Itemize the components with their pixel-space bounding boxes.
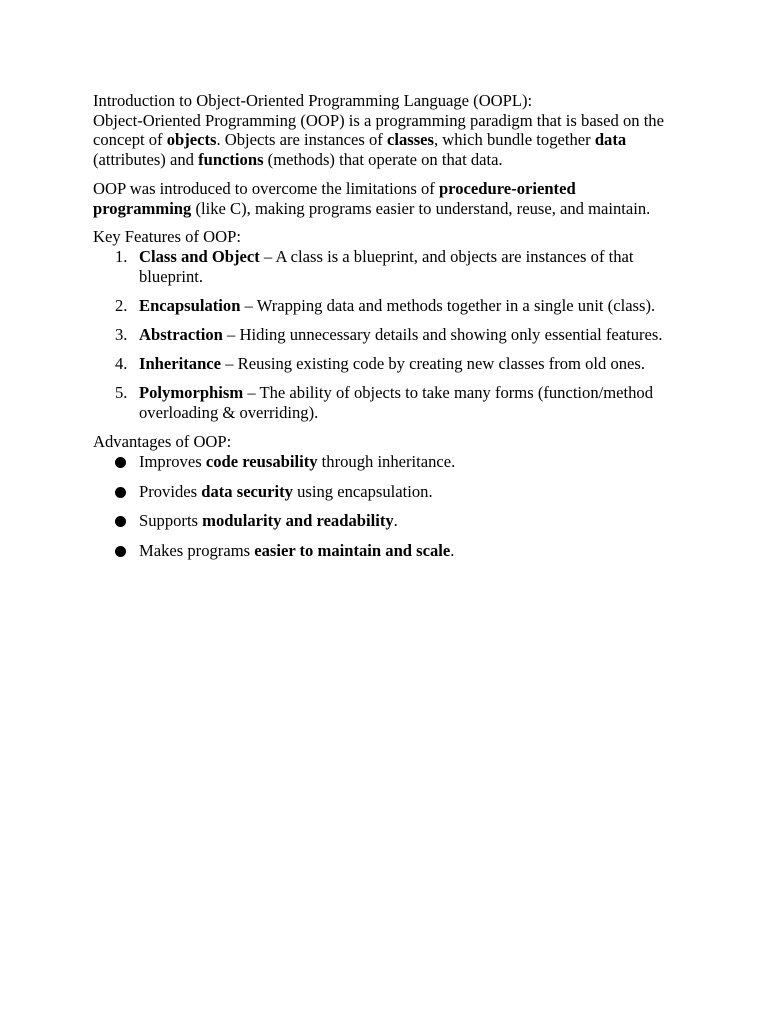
feature-term: Inheritance bbox=[139, 354, 222, 374]
intro-text: Object-Oriented Programming (OOP) is a programming paradigm that is based on the concept of bbox=[93, 110, 664, 150]
advantage-text: Provides bbox=[139, 481, 202, 501]
feature-desc: – The ability of objects to take many forms (function/method overloading & overriding). bbox=[139, 383, 654, 423]
advantage-text: Improves bbox=[139, 452, 206, 472]
document-page bbox=[93, 91, 673, 570]
advantage-text: Supports bbox=[139, 511, 203, 531]
bullet-icon bbox=[115, 487, 126, 498]
keyword-objects: objects bbox=[166, 130, 217, 150]
intro-text: . Objects are instances of bbox=[216, 130, 387, 150]
intro-text: (attributes) and bbox=[93, 150, 199, 170]
intro-text: (methods) that operate on that data. bbox=[263, 150, 503, 170]
list-number: 4. bbox=[115, 354, 128, 374]
list-number: 2. bbox=[115, 295, 128, 315]
advantage-text: Makes programs bbox=[139, 540, 255, 560]
list-item bbox=[93, 452, 673, 472]
list-item bbox=[93, 247, 673, 286]
advantage-text: through inheritance. bbox=[317, 452, 456, 472]
features-heading: Key Features of OOP: bbox=[93, 227, 241, 247]
intro-text: , which bundle together bbox=[433, 130, 595, 150]
history-text: OOP was introduced to overcome the limitations of bbox=[93, 178, 439, 198]
list-item bbox=[93, 541, 673, 561]
keyword-data: data bbox=[594, 130, 627, 150]
advantages-list bbox=[93, 452, 673, 560]
advantage-keyword: code reusability bbox=[205, 452, 318, 472]
advantages-heading: Advantages of OOP: bbox=[93, 432, 232, 452]
intro-section bbox=[93, 91, 673, 170]
list-item bbox=[93, 383, 673, 422]
advantage-keyword: easier to maintain and scale bbox=[254, 540, 451, 560]
list-number: 3. bbox=[115, 325, 128, 345]
list-number: 1. bbox=[115, 246, 128, 266]
feature-desc: – Reusing existing code by creating new classes from old ones. bbox=[221, 354, 646, 374]
keyword-classes: classes bbox=[386, 130, 434, 150]
advantage-keyword: modularity and readability bbox=[202, 511, 394, 531]
feature-desc: – Hiding unnecessary details and showing only essential features. bbox=[222, 325, 663, 345]
feature-term: Encapsulation bbox=[139, 295, 241, 315]
feature-term: Polymorphism bbox=[139, 383, 244, 403]
advantage-text: using encapsulation. bbox=[292, 481, 433, 501]
list-item bbox=[93, 354, 673, 374]
feature-desc: – A class is a blueprint, and objects are instances of that blueprint. bbox=[139, 246, 634, 286]
keyword-functions: functions bbox=[198, 150, 264, 170]
list-number: 5. bbox=[115, 383, 128, 403]
advantage-text: . bbox=[450, 540, 455, 560]
keyword-procedure-oriented: procedure-oriented programming bbox=[93, 178, 576, 218]
list-item bbox=[93, 296, 673, 316]
bullet-icon bbox=[115, 516, 126, 527]
feature-term: Abstraction bbox=[139, 325, 223, 345]
list-item bbox=[93, 511, 673, 531]
intro-heading: Introduction to Object-Oriented Programming Language (OOPL): bbox=[93, 91, 533, 110]
history-paragraph bbox=[93, 179, 673, 218]
advantage-text: . bbox=[393, 511, 398, 531]
bullet-icon bbox=[115, 546, 126, 557]
list-item bbox=[93, 325, 673, 345]
features-list bbox=[93, 247, 673, 423]
list-item bbox=[93, 482, 673, 502]
history-text: (like C), making programs easier to understand, reuse, and maintain. bbox=[191, 198, 651, 218]
advantage-keyword: data security bbox=[201, 481, 293, 501]
feature-term: Class and Object bbox=[139, 246, 260, 266]
feature-desc: – Wrapping data and methods together in a single unit (class). bbox=[240, 295, 656, 315]
bullet-icon bbox=[115, 457, 126, 468]
